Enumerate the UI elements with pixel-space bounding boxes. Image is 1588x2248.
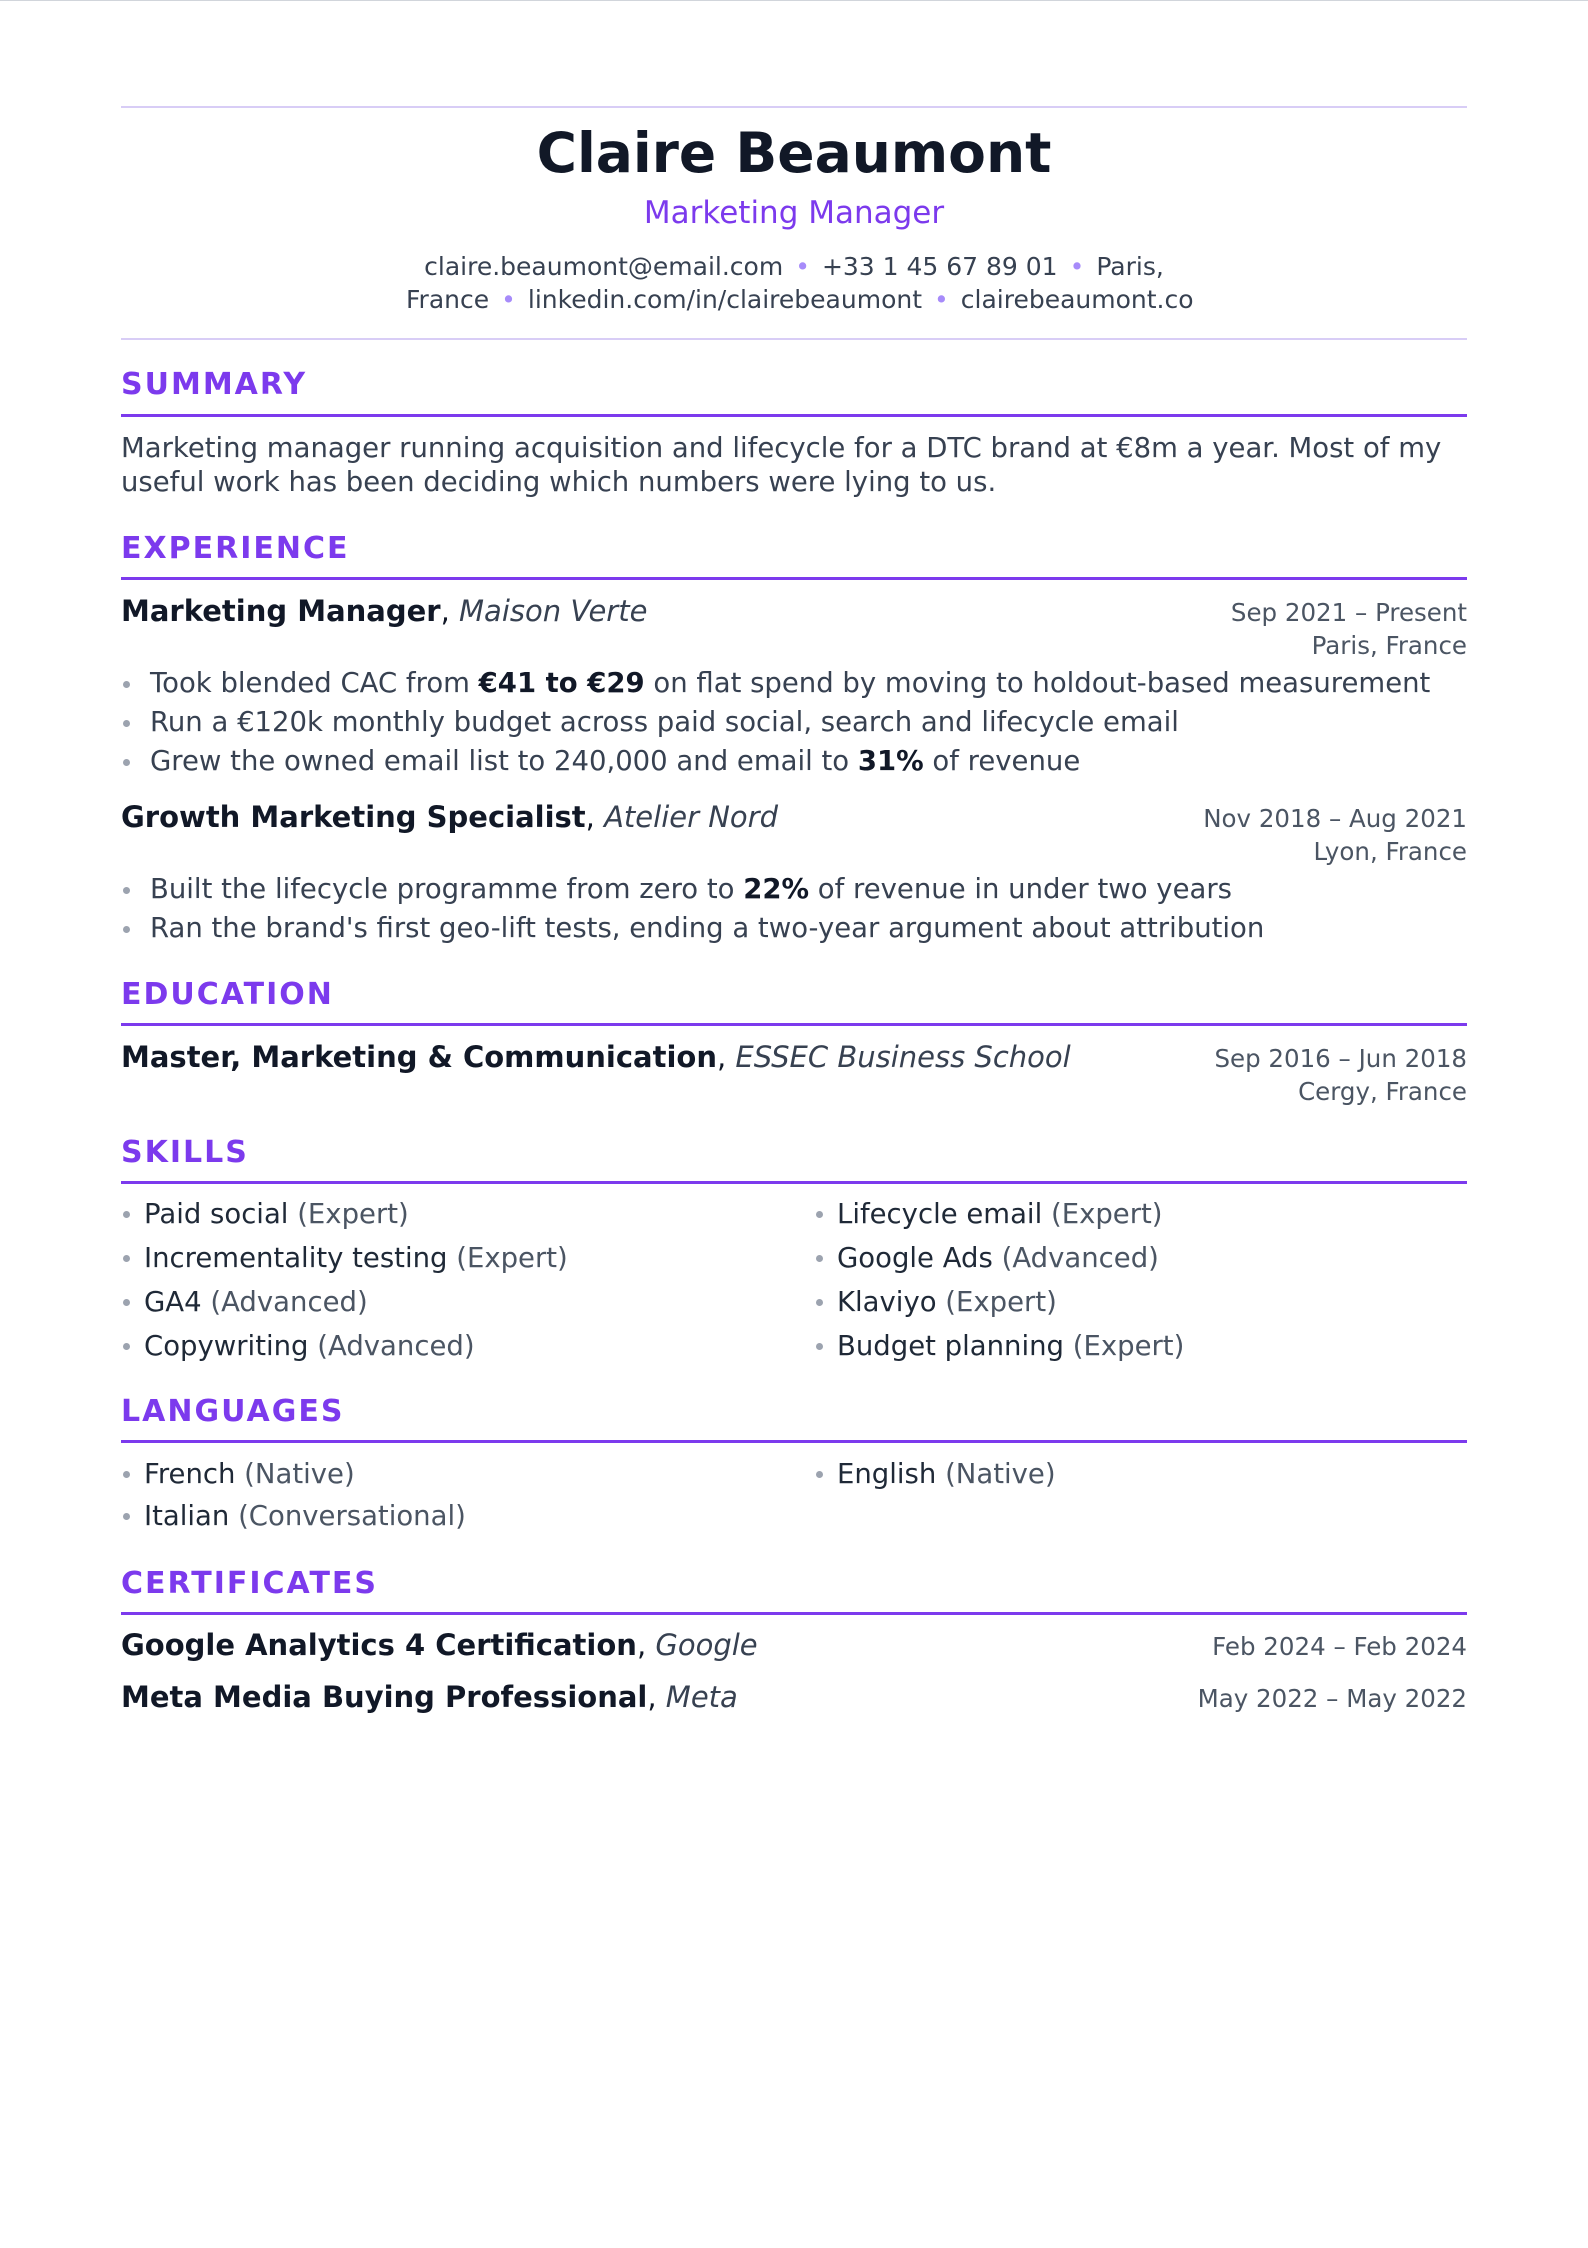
section-rule xyxy=(121,1181,1467,1184)
skill-item: Incrementality testing (Expert) xyxy=(121,1236,568,1280)
language-item: Italian (Conversational) xyxy=(121,1495,466,1537)
education-location: Cergy, France xyxy=(1298,1077,1467,1106)
section-rule xyxy=(121,414,1467,417)
certificate-heading: Meta Media Buying Professional, Meta xyxy=(121,1680,738,1714)
contact-location-city: Paris, xyxy=(1096,252,1164,281)
candidate-name: Claire Beaumont xyxy=(536,121,1052,185)
job-dates: Nov 2018 – Aug 2021 xyxy=(1203,804,1467,833)
skill-item: Lifecycle email (Expert) xyxy=(814,1192,1184,1236)
job-location: Lyon, France xyxy=(1313,837,1467,866)
bullet-item: Grew the owned email list to 240,000 and email to 31% of revenue xyxy=(121,742,1467,781)
experience-bullets xyxy=(121,870,1467,948)
section-title-education: EDUCATION xyxy=(121,977,334,1012)
page-top-border xyxy=(0,0,1588,1)
degree-name: Master, Marketing & Communication xyxy=(121,1040,717,1074)
certificate-heading: Google Analytics 4 Certification, Google xyxy=(121,1628,758,1662)
job-title: Growth Marketing Specialist xyxy=(121,800,586,834)
education-dates: Sep 2016 – Jun 2018 xyxy=(1214,1044,1467,1073)
contact-email[interactable]: claire.beaumont@email.com xyxy=(424,252,784,281)
experience-heading: Growth Marketing Specialist, Atelier Nord xyxy=(121,800,779,834)
languages-list-left xyxy=(121,1453,466,1537)
company-name: Maison Verte xyxy=(459,594,648,628)
bullet-item: Ran the brand's first geo-lift tests, ending a two-year argument about attribution xyxy=(121,909,1467,948)
skill-item: Budget planning (Expert) xyxy=(814,1324,1184,1368)
certificate-name: Google Analytics 4 Certification xyxy=(121,1628,637,1662)
job-title: Marketing Manager xyxy=(121,594,441,628)
job-location: Paris, France xyxy=(1311,631,1467,660)
skill-item: Google Ads (Advanced) xyxy=(814,1236,1184,1280)
skill-item: Paid social (Expert) xyxy=(121,1192,568,1236)
section-title-skills: SKILLS xyxy=(121,1135,249,1170)
section-title-experience: EXPERIENCE xyxy=(121,531,350,566)
separator-dot: • xyxy=(934,285,949,314)
section-rule xyxy=(121,1023,1467,1026)
school-name: ESSEC Business School xyxy=(735,1040,1071,1074)
header-bottom-rule xyxy=(121,338,1467,340)
separator-dot: • xyxy=(795,252,810,281)
skills-list-right xyxy=(814,1192,1184,1368)
skills-list-left xyxy=(121,1192,568,1368)
experience-bullets xyxy=(121,664,1467,781)
contact-info xyxy=(406,250,1194,316)
experience-heading: Marketing Manager, Maison Verte xyxy=(121,594,648,628)
job-dates: Sep 2021 – Present xyxy=(1230,598,1467,627)
company-name: Atelier Nord xyxy=(604,800,779,834)
education-heading: Master, Marketing & Communication, ESSEC Business School xyxy=(121,1040,1071,1074)
certificate-issuer: Google xyxy=(655,1628,758,1662)
contact-website[interactable]: clairebeaumont.co xyxy=(960,285,1194,314)
experience-meta xyxy=(1231,596,1467,662)
section-rule xyxy=(121,1440,1467,1443)
bullet-item: Run a €120k monthly budget across paid social, search and lifecycle email xyxy=(121,703,1467,742)
section-title-languages: LANGUAGES xyxy=(121,1394,345,1429)
certificate-issuer: Meta xyxy=(665,1680,738,1714)
experience-meta xyxy=(1203,802,1467,868)
skill-item: Copywriting (Advanced) xyxy=(121,1324,568,1368)
education-meta xyxy=(1214,1042,1467,1108)
certificate-name: Meta Media Buying Professional xyxy=(121,1680,648,1714)
section-rule xyxy=(121,1612,1467,1615)
section-title-summary: SUMMARY xyxy=(121,367,308,402)
bullet-item: Took blended CAC from €41 to €29 on flat spend by moving to holdout-based measurement xyxy=(121,664,1467,703)
contact-location-country: France xyxy=(406,285,490,314)
separator-dot: • xyxy=(501,285,516,314)
skill-item: GA4 (Advanced) xyxy=(121,1280,568,1324)
section-title-certificates: CERTIFICATES xyxy=(121,1566,379,1601)
skill-item: Klaviyo (Expert) xyxy=(814,1280,1184,1324)
language-item: French (Native) xyxy=(121,1453,466,1495)
section-rule xyxy=(121,577,1467,580)
contact-linkedin[interactable]: linkedin.com/in/clairebeaumont xyxy=(527,285,923,314)
languages-list-right xyxy=(814,1453,1056,1495)
candidate-title: Marketing Manager xyxy=(643,195,945,231)
certificate-dates: Feb 2024 – Feb 2024 xyxy=(1212,1632,1467,1661)
language-item: English (Native) xyxy=(814,1453,1056,1495)
bullet-item: Built the lifecycle programme from zero to 22% of revenue in under two years xyxy=(121,870,1467,909)
summary-text: Marketing manager running acquisition and lifecycle for a DTC brand at €8m a year. Most of my useful work has been deciding which numbers were lying to us. xyxy=(121,432,1442,498)
certificate-dates: May 2022 – May 2022 xyxy=(1197,1684,1467,1713)
contact-phone: +33 1 45 67 89 01 xyxy=(821,252,1058,281)
header-top-rule xyxy=(121,106,1467,108)
separator-dot: • xyxy=(1069,252,1085,281)
